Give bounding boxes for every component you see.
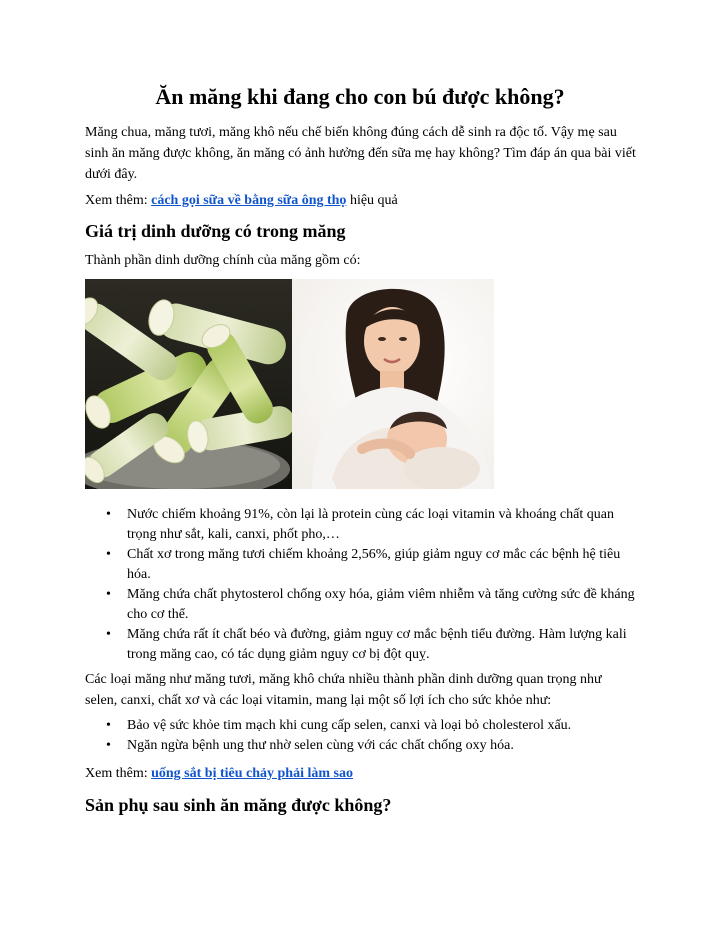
list-item-text: Chất xơ trong măng tươi chiếm khoảng 2,56%, giúp giảm nguy cơ mắc các bệnh hệ tiêu hóa. [127, 547, 621, 582]
list-item-text: Nước chiếm khoảng 91%, còn lại là protein cùng các loại vitamin và khoáng chất quan trọng như sắt, kali, canxi, phốt pho,… [127, 507, 614, 542]
list-item [85, 625, 637, 665]
see-also-1-link[interactable]: cách gọi sữa về bằng sữa ông thọ [151, 193, 347, 208]
bullet-icon: • [106, 587, 111, 602]
bullet-icon: • [106, 738, 111, 753]
list-item-text: Bảo vệ sức khỏe tim mạch khi cung cấp selen, canxi và loại bỏ cholesterol xấu. [127, 718, 572, 733]
bullet-icon: • [106, 718, 111, 733]
nutrition-bullet-list [85, 505, 637, 665]
list-item [85, 505, 637, 545]
benefits-bullet-list [85, 716, 637, 756]
see-also-1-suffix: hiệu quả [346, 193, 398, 208]
list-item [85, 716, 637, 736]
page-title: Ăn măng khi đang cho con bú được không? [155, 84, 565, 109]
list-item [85, 736, 637, 756]
section-heading-postpartum: Sản phụ sau sinh ăn măng được không? [85, 795, 392, 815]
bullet-icon: • [106, 627, 111, 642]
see-also-1 [85, 190, 637, 211]
list-item-text: Ngăn ngừa bệnh ung thư nhờ selen cùng với các chất chống oxy hóa. [127, 738, 514, 753]
nutrition-lead: Thành phần dinh dưỡng chính của măng gồm có: [85, 253, 361, 268]
see-also-2 [85, 763, 637, 784]
list-item-text: Măng chứa chất phytosterol chống oxy hóa, giảm viêm nhiễm và tăng cường sức đề kháng cho cơ thể. [127, 587, 635, 622]
list-item [85, 545, 637, 585]
see-also-1-prefix: Xem thêm: [85, 193, 152, 208]
bullet-icon: • [106, 507, 111, 522]
intro-paragraph: Măng chua, măng tươi, măng khô nếu chế biến không đúng cách dễ sinh ra độc tố. Vậy mẹ sau sinh ăn măng được không, ăn măng có ảnh hưởng đến sữa mẹ hay không? Tìm đáp án qua bài viết dưới đây. [85, 125, 636, 182]
list-item-text: Măng chứa rất ít chất béo và đường, giảm nguy cơ mắc bệnh tiểu đường. Hàm lượng kali trong măng cao, có tác dụng giảm nguy cơ bị đột quỵ. [127, 627, 627, 662]
see-also-2-prefix: Xem thêm: [85, 766, 152, 781]
section-heading-nutrition: Giá trị dinh dưỡng có trong măng [85, 221, 346, 241]
see-also-2-link[interactable]: uống sắt bị tiêu chảy phải làm sao [151, 766, 353, 781]
list-item [85, 585, 637, 625]
benefits-paragraph: Các loại măng như măng tươi, măng khô chứa nhiều thành phần dinh dưỡng quan trọng như selen, canxi, chất xơ và các loại vitamin, mang lại một số lợi ích cho sức khỏe như: [85, 672, 602, 708]
mother-breastfeeding-photo [292, 279, 494, 489]
bamboo-shoots-photo [85, 279, 292, 489]
bullet-icon: • [106, 547, 111, 562]
